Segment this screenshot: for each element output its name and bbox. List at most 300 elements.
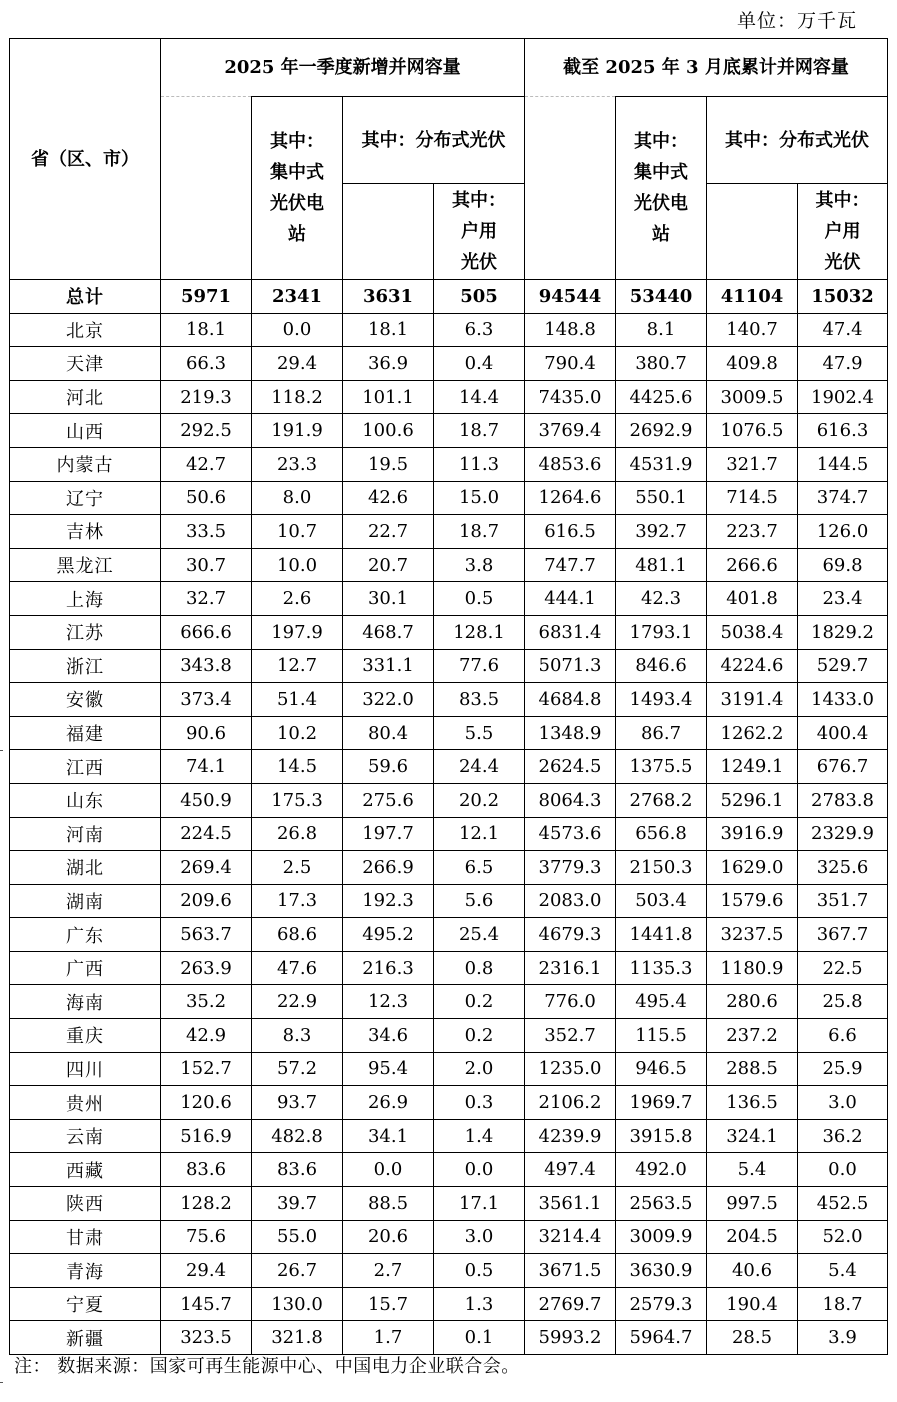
value-cell: 3916.9 [707, 817, 798, 851]
region-cell: 江苏 [10, 615, 161, 649]
value-cell: 77.6 [434, 649, 525, 683]
value-cell: 93.7 [252, 1086, 343, 1120]
table-row [10, 1220, 888, 1254]
value-cell: 1076.5 [707, 414, 798, 448]
value-cell: 481.1 [616, 548, 707, 582]
value-cell: 3237.5 [707, 918, 798, 952]
region-header: 省（区、市） [10, 39, 161, 280]
table-row [10, 347, 888, 381]
value-cell: 23.3 [252, 447, 343, 481]
value-cell: 6.5 [434, 851, 525, 885]
value-cell: 6.6 [798, 1019, 888, 1053]
value-cell: 452.5 [798, 1187, 888, 1221]
value-cell: 2.6 [252, 582, 343, 616]
value-cell: 15032 [798, 280, 888, 314]
table-row [10, 851, 888, 885]
value-cell: 191.9 [252, 414, 343, 448]
table-row [10, 716, 888, 750]
value-cell: 331.1 [343, 649, 434, 683]
region-cell: 甘肃 [10, 1220, 161, 1254]
value-cell: 34.6 [343, 1019, 434, 1053]
value-cell: 321.7 [707, 447, 798, 481]
value-cell: 3769.4 [525, 414, 616, 448]
region-cell: 河北 [10, 380, 161, 414]
value-cell: 266.6 [707, 548, 798, 582]
value-cell: 59.6 [343, 750, 434, 784]
value-cell: 14.5 [252, 750, 343, 784]
value-cell: 22.5 [798, 951, 888, 985]
value-cell: 75.6 [161, 1220, 252, 1254]
value-cell: 29.4 [161, 1254, 252, 1288]
value-cell: 128.2 [161, 1187, 252, 1221]
value-cell: 563.7 [161, 918, 252, 952]
g2-household-header: 其中： 户用 光伏 [798, 184, 888, 280]
value-cell: 1235.0 [525, 1052, 616, 1086]
value-cell: 367.7 [798, 918, 888, 952]
value-cell: 24.4 [434, 750, 525, 784]
value-cell: 1264.6 [525, 481, 616, 515]
table-row [10, 1019, 888, 1053]
value-cell: 0.2 [434, 1019, 525, 1053]
pv-capacity-table [9, 38, 888, 1355]
value-cell: 288.5 [707, 1052, 798, 1086]
value-cell: 10.0 [252, 548, 343, 582]
value-cell: 18.7 [434, 414, 525, 448]
table-row [10, 750, 888, 784]
value-cell: 5296.1 [707, 783, 798, 817]
value-cell: 325.6 [798, 851, 888, 885]
table-row [10, 1187, 888, 1221]
value-cell: 8.1 [616, 313, 707, 347]
value-cell: 1969.7 [616, 1086, 707, 1120]
region-cell: 重庆 [10, 1019, 161, 1053]
value-cell: 12.3 [343, 985, 434, 1019]
value-cell: 5993.2 [525, 1321, 616, 1355]
g1-household-header: 其中： 户用 光伏 [434, 184, 525, 280]
table-row [10, 649, 888, 683]
value-cell: 130.0 [252, 1287, 343, 1321]
value-cell: 380.7 [616, 347, 707, 381]
value-cell: 324.1 [707, 1119, 798, 1153]
value-cell: 269.4 [161, 851, 252, 885]
g2-total-header [525, 97, 616, 280]
region-cell: 北京 [10, 313, 161, 347]
value-cell: 42.3 [616, 582, 707, 616]
value-cell: 86.7 [616, 716, 707, 750]
region-cell: 宁夏 [10, 1287, 161, 1321]
value-cell: 409.8 [707, 347, 798, 381]
value-cell: 34.1 [343, 1119, 434, 1153]
value-cell: 101.1 [343, 380, 434, 414]
region-cell: 总计 [10, 280, 161, 314]
table-row [10, 280, 888, 314]
table-body [10, 280, 888, 1355]
value-cell: 190.4 [707, 1287, 798, 1321]
value-cell: 90.6 [161, 716, 252, 750]
table-row [10, 313, 888, 347]
value-cell: 497.4 [525, 1153, 616, 1187]
value-cell: 1249.1 [707, 750, 798, 784]
value-cell: 20.6 [343, 1220, 434, 1254]
value-cell: 2341 [252, 280, 343, 314]
region-cell: 天津 [10, 347, 161, 381]
value-cell: 4573.6 [525, 817, 616, 851]
value-cell: 352.7 [525, 1019, 616, 1053]
region-cell: 广东 [10, 918, 161, 952]
value-cell: 5971 [161, 280, 252, 314]
value-cell: 30.1 [343, 582, 434, 616]
value-cell: 204.5 [707, 1220, 798, 1254]
unit-label: 单位：万千瓦 [736, 10, 857, 32]
table-row [10, 1287, 888, 1321]
value-cell: 55.0 [252, 1220, 343, 1254]
value-cell: 118.2 [252, 380, 343, 414]
value-cell: 216.3 [343, 951, 434, 985]
margin-tick [0, 1382, 3, 1383]
value-cell: 2083.0 [525, 884, 616, 918]
value-cell: 0.2 [434, 985, 525, 1019]
value-cell: 3009.9 [616, 1220, 707, 1254]
value-cell: 47.9 [798, 347, 888, 381]
value-cell: 144.5 [798, 447, 888, 481]
value-cell: 275.6 [343, 783, 434, 817]
value-cell: 140.7 [707, 313, 798, 347]
value-cell: 83.6 [161, 1153, 252, 1187]
value-cell: 17.1 [434, 1187, 525, 1221]
value-cell: 69.8 [798, 548, 888, 582]
value-cell: 12.7 [252, 649, 343, 683]
table-row [10, 582, 888, 616]
value-cell: 8.0 [252, 481, 343, 515]
value-cell: 145.7 [161, 1287, 252, 1321]
value-cell: 3.8 [434, 548, 525, 582]
value-cell: 26.8 [252, 817, 343, 851]
table-row [10, 615, 888, 649]
value-cell: 5038.4 [707, 615, 798, 649]
value-cell: 30.7 [161, 548, 252, 582]
value-cell: 747.7 [525, 548, 616, 582]
value-cell: 42.6 [343, 481, 434, 515]
value-cell: 11.3 [434, 447, 525, 481]
value-cell: 5071.3 [525, 649, 616, 683]
value-cell: 0.1 [434, 1321, 525, 1355]
value-cell: 22.9 [252, 985, 343, 1019]
value-cell: 392.7 [616, 515, 707, 549]
value-cell: 3214.4 [525, 1220, 616, 1254]
value-cell: 120.6 [161, 1086, 252, 1120]
value-cell: 1629.0 [707, 851, 798, 885]
value-cell: 373.4 [161, 683, 252, 717]
value-cell: 266.9 [343, 851, 434, 885]
value-cell: 47.4 [798, 313, 888, 347]
value-cell: 0.5 [434, 1254, 525, 1288]
value-cell: 3915.8 [616, 1119, 707, 1153]
value-cell: 2624.5 [525, 750, 616, 784]
value-cell: 7435.0 [525, 380, 616, 414]
value-cell: 790.4 [525, 347, 616, 381]
g1-distributed-header: 其中：分布式光伏 [343, 97, 525, 184]
g2-distributed-header: 其中：分布式光伏 [707, 97, 888, 184]
table-row [10, 414, 888, 448]
value-cell: 4853.6 [525, 447, 616, 481]
table-row [10, 380, 888, 414]
value-cell: 3.0 [798, 1086, 888, 1120]
value-cell: 400.4 [798, 716, 888, 750]
table-row [10, 1254, 888, 1288]
value-cell: 0.0 [252, 313, 343, 347]
region-cell: 河南 [10, 817, 161, 851]
value-cell: 503.4 [616, 884, 707, 918]
value-cell: 482.8 [252, 1119, 343, 1153]
value-cell: 343.8 [161, 649, 252, 683]
value-cell: 148.8 [525, 313, 616, 347]
value-cell: 0.0 [343, 1153, 434, 1187]
value-cell: 3630.9 [616, 1254, 707, 1288]
value-cell: 2329.9 [798, 817, 888, 851]
value-cell: 3.0 [434, 1220, 525, 1254]
value-cell: 1135.3 [616, 951, 707, 985]
region-cell: 湖南 [10, 884, 161, 918]
value-cell: 5.4 [798, 1254, 888, 1288]
value-cell: 505 [434, 280, 525, 314]
value-cell: 47.6 [252, 951, 343, 985]
value-cell: 57.2 [252, 1052, 343, 1086]
value-cell: 18.7 [798, 1287, 888, 1321]
value-cell: 3009.5 [707, 380, 798, 414]
value-cell: 15.0 [434, 481, 525, 515]
value-cell: 616.5 [525, 515, 616, 549]
value-cell: 3779.3 [525, 851, 616, 885]
value-cell: 1793.1 [616, 615, 707, 649]
margin-tick [0, 750, 3, 751]
value-cell: 656.8 [616, 817, 707, 851]
value-cell: 4531.9 [616, 447, 707, 481]
value-cell: 5964.7 [616, 1321, 707, 1355]
value-cell: 492.0 [616, 1153, 707, 1187]
value-cell: 676.7 [798, 750, 888, 784]
value-cell: 33.5 [161, 515, 252, 549]
value-cell: 351.7 [798, 884, 888, 918]
value-cell: 35.2 [161, 985, 252, 1019]
region-cell: 福建 [10, 716, 161, 750]
value-cell: 1180.9 [707, 951, 798, 985]
value-cell: 3671.5 [525, 1254, 616, 1288]
region-cell: 新疆 [10, 1321, 161, 1355]
value-cell: 401.8 [707, 582, 798, 616]
value-cell: 175.3 [252, 783, 343, 817]
value-cell: 25.8 [798, 985, 888, 1019]
value-cell: 223.7 [707, 515, 798, 549]
value-cell: 219.3 [161, 380, 252, 414]
value-cell: 6.3 [434, 313, 525, 347]
value-cell: 1493.4 [616, 683, 707, 717]
value-cell: 41104 [707, 280, 798, 314]
value-cell: 15.7 [343, 1287, 434, 1321]
value-cell: 550.1 [616, 481, 707, 515]
value-cell: 4684.8 [525, 683, 616, 717]
value-cell: 42.9 [161, 1019, 252, 1053]
value-cell: 4239.9 [525, 1119, 616, 1153]
value-cell: 74.1 [161, 750, 252, 784]
value-cell: 66.3 [161, 347, 252, 381]
value-cell: 197.9 [252, 615, 343, 649]
value-cell: 616.3 [798, 414, 888, 448]
value-cell: 1.4 [434, 1119, 525, 1153]
value-cell: 2768.2 [616, 783, 707, 817]
value-cell: 8064.3 [525, 783, 616, 817]
value-cell: 20.2 [434, 783, 525, 817]
table-row [10, 884, 888, 918]
value-cell: 68.6 [252, 918, 343, 952]
value-cell: 94544 [525, 280, 616, 314]
value-cell: 18.7 [434, 515, 525, 549]
value-cell: 51.4 [252, 683, 343, 717]
value-cell: 3631 [343, 280, 434, 314]
value-cell: 2106.2 [525, 1086, 616, 1120]
value-cell: 136.5 [707, 1086, 798, 1120]
value-cell: 2150.3 [616, 851, 707, 885]
table-row [10, 918, 888, 952]
value-cell: 32.7 [161, 582, 252, 616]
value-cell: 3191.4 [707, 683, 798, 717]
region-cell: 吉林 [10, 515, 161, 549]
value-cell: 0.0 [798, 1153, 888, 1187]
region-cell: 青海 [10, 1254, 161, 1288]
table-row [10, 1052, 888, 1086]
value-cell: 209.6 [161, 884, 252, 918]
value-cell: 280.6 [707, 985, 798, 1019]
value-cell: 6831.4 [525, 615, 616, 649]
value-cell: 14.4 [434, 380, 525, 414]
value-cell: 321.8 [252, 1321, 343, 1355]
group1-header: 2025 年一季度新增并网容量 [161, 39, 525, 97]
region-cell: 安徽 [10, 683, 161, 717]
value-cell: 95.4 [343, 1052, 434, 1086]
value-cell: 450.9 [161, 783, 252, 817]
value-cell: 4224.6 [707, 649, 798, 683]
value-cell: 17.3 [252, 884, 343, 918]
value-cell: 4679.3 [525, 918, 616, 952]
value-cell: 237.2 [707, 1019, 798, 1053]
value-cell: 5.4 [707, 1153, 798, 1187]
value-cell: 1348.9 [525, 716, 616, 750]
value-cell: 52.0 [798, 1220, 888, 1254]
value-cell: 997.5 [707, 1187, 798, 1221]
value-cell: 18.1 [161, 313, 252, 347]
value-cell: 23.4 [798, 582, 888, 616]
table-row [10, 1153, 888, 1187]
value-cell: 2316.1 [525, 951, 616, 985]
table-row [10, 1119, 888, 1153]
region-cell: 山西 [10, 414, 161, 448]
value-cell: 323.5 [161, 1321, 252, 1355]
table-row [10, 515, 888, 549]
value-cell: 19.5 [343, 447, 434, 481]
value-cell: 36.9 [343, 347, 434, 381]
value-cell: 2563.5 [616, 1187, 707, 1221]
value-cell: 80.4 [343, 716, 434, 750]
region-cell: 浙江 [10, 649, 161, 683]
g1-distributed-total-header [343, 184, 434, 280]
g1-centralized-header: 其中： 集中式 光伏电 站 [252, 97, 343, 280]
region-cell: 湖北 [10, 851, 161, 885]
value-cell: 115.5 [616, 1019, 707, 1053]
region-cell: 海南 [10, 985, 161, 1019]
value-cell: 2769.7 [525, 1287, 616, 1321]
value-cell: 776.0 [525, 985, 616, 1019]
region-cell: 陕西 [10, 1187, 161, 1221]
table-row [10, 1086, 888, 1120]
value-cell: 846.6 [616, 649, 707, 683]
value-cell: 0.0 [434, 1153, 525, 1187]
value-cell: 495.4 [616, 985, 707, 1019]
region-cell: 内蒙古 [10, 447, 161, 481]
value-cell: 10.7 [252, 515, 343, 549]
value-cell: 26.9 [343, 1086, 434, 1120]
value-cell: 83.5 [434, 683, 525, 717]
value-cell: 1375.5 [616, 750, 707, 784]
value-cell: 50.6 [161, 481, 252, 515]
value-cell: 666.6 [161, 615, 252, 649]
value-cell: 1.3 [434, 1287, 525, 1321]
value-cell: 39.7 [252, 1187, 343, 1221]
value-cell: 5.6 [434, 884, 525, 918]
value-cell: 1902.4 [798, 380, 888, 414]
region-cell: 西藏 [10, 1153, 161, 1187]
value-cell: 29.4 [252, 347, 343, 381]
g2-distributed-total-header [707, 184, 798, 280]
value-cell: 152.7 [161, 1052, 252, 1086]
value-cell: 12.1 [434, 817, 525, 851]
value-cell: 2.7 [343, 1254, 434, 1288]
region-cell: 广西 [10, 951, 161, 985]
value-cell: 25.9 [798, 1052, 888, 1086]
region-cell: 云南 [10, 1119, 161, 1153]
value-cell: 25.4 [434, 918, 525, 952]
value-cell: 20.7 [343, 548, 434, 582]
value-cell: 374.7 [798, 481, 888, 515]
value-cell: 1829.2 [798, 615, 888, 649]
value-cell: 83.6 [252, 1153, 343, 1187]
region-cell: 贵州 [10, 1086, 161, 1120]
table-row [10, 951, 888, 985]
region-cell: 山东 [10, 783, 161, 817]
value-cell: 36.2 [798, 1119, 888, 1153]
table-row [10, 817, 888, 851]
value-cell: 468.7 [343, 615, 434, 649]
table-row [10, 548, 888, 582]
value-cell: 1441.8 [616, 918, 707, 952]
value-cell: 495.2 [343, 918, 434, 952]
g2-centralized-header: 其中： 集中式 光伏电 站 [616, 97, 707, 280]
value-cell: 1262.2 [707, 716, 798, 750]
value-cell: 2.5 [252, 851, 343, 885]
value-cell: 22.7 [343, 515, 434, 549]
value-cell: 128.1 [434, 615, 525, 649]
value-cell: 88.5 [343, 1187, 434, 1221]
value-cell: 26.7 [252, 1254, 343, 1288]
value-cell: 0.4 [434, 347, 525, 381]
region-cell: 上海 [10, 582, 161, 616]
group2-header: 截至 2025 年 3 月底累计并网容量 [525, 39, 888, 97]
table-row [10, 447, 888, 481]
value-cell: 126.0 [798, 515, 888, 549]
value-cell: 28.5 [707, 1321, 798, 1355]
value-cell: 1.7 [343, 1321, 434, 1355]
table-row [10, 1321, 888, 1355]
region-cell: 辽宁 [10, 481, 161, 515]
value-cell: 4425.6 [616, 380, 707, 414]
